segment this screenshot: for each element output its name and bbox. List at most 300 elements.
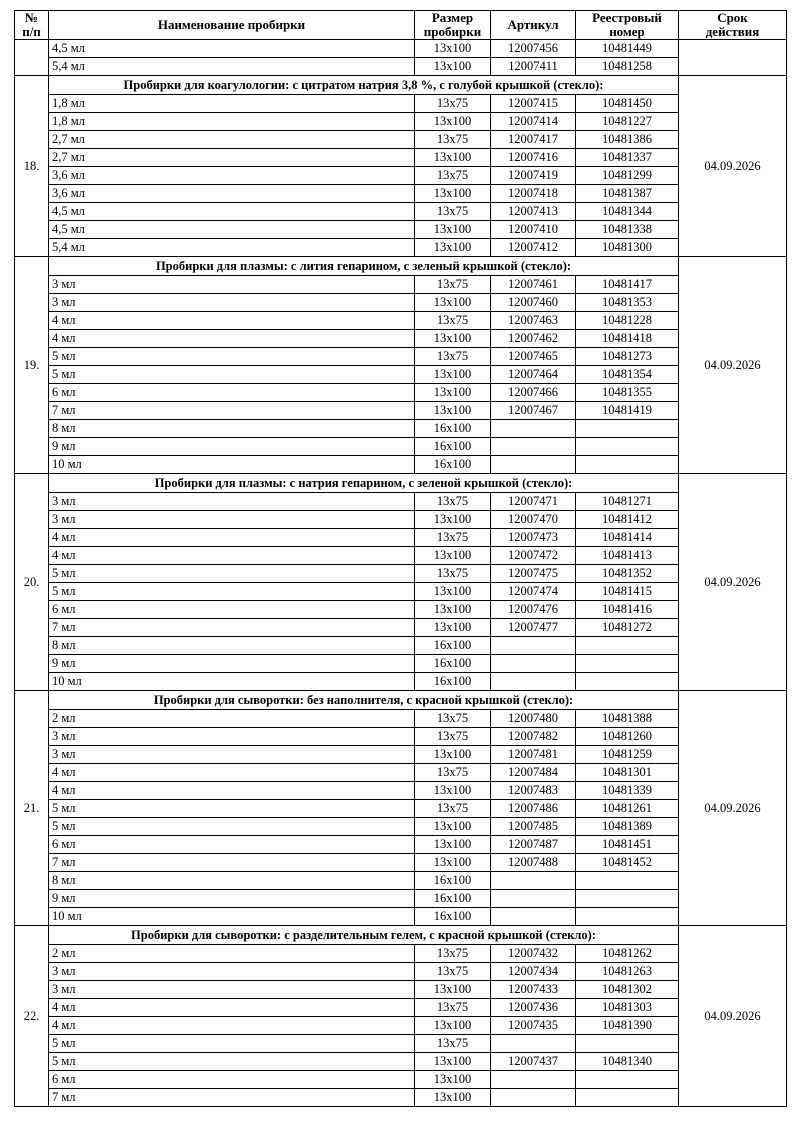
tube-size-cell: 13х100 xyxy=(415,1017,491,1035)
header-registry-line1: Реестровый xyxy=(592,10,662,25)
article-cell: 12007471 xyxy=(491,493,576,511)
table-row xyxy=(15,239,787,257)
table-row xyxy=(15,583,787,601)
registry-number-cell: 10481452 xyxy=(576,854,679,872)
tube-name-cell: 6 мл xyxy=(49,1071,415,1089)
table-body xyxy=(15,40,787,1107)
validity-term-cell: 04.09.2026 xyxy=(679,76,787,257)
table-row xyxy=(15,565,787,583)
registry-number-cell: 10481273 xyxy=(576,348,679,366)
row-number-cell xyxy=(15,40,49,76)
article-cell: 12007473 xyxy=(491,529,576,547)
registry-number-cell: 10481340 xyxy=(576,1053,679,1071)
row-number-cell: 18. xyxy=(15,76,49,257)
tube-size-cell: 13х100 xyxy=(415,746,491,764)
tube-name-cell: 8 мл xyxy=(49,420,415,438)
tube-name-cell: 4 мл xyxy=(49,529,415,547)
tube-name-cell: 3 мл xyxy=(49,276,415,294)
tube-size-cell: 13х75 xyxy=(415,728,491,746)
table-row xyxy=(15,601,787,619)
article-cell: 12007434 xyxy=(491,963,576,981)
tube-name-cell: 3 мл xyxy=(49,294,415,312)
tube-size-cell: 13х100 xyxy=(415,1089,491,1107)
tube-size-cell: 13х75 xyxy=(415,1035,491,1053)
tube-name-cell: 4 мл xyxy=(49,1017,415,1035)
row-number-cell: 21. xyxy=(15,691,49,926)
tube-size-cell: 16х100 xyxy=(415,420,491,438)
registry-number-cell: 10481299 xyxy=(576,167,679,185)
table-row xyxy=(15,511,787,529)
article-cell: 12007462 xyxy=(491,330,576,348)
tube-size-cell: 13х100 xyxy=(415,547,491,565)
registry-number-cell xyxy=(576,1089,679,1107)
registry-number-cell: 10481259 xyxy=(576,746,679,764)
tube-size-cell: 13х75 xyxy=(415,493,491,511)
article-cell: 12007436 xyxy=(491,999,576,1017)
tube-size-cell: 13х100 xyxy=(415,818,491,836)
article-cell: 12007410 xyxy=(491,221,576,239)
table-group-row xyxy=(15,257,787,276)
article-cell: 12007483 xyxy=(491,782,576,800)
tube-size-cell: 13х75 xyxy=(415,167,491,185)
header-size-line1: Размер xyxy=(431,10,474,25)
table-row xyxy=(15,710,787,728)
tube-name-cell: 10 мл xyxy=(49,908,415,926)
tube-size-cell: 13х100 xyxy=(415,58,491,76)
tube-size-cell: 16х100 xyxy=(415,456,491,474)
table-row xyxy=(15,149,787,167)
registry-number-cell: 10481339 xyxy=(576,782,679,800)
article-cell xyxy=(491,872,576,890)
article-cell: 12007487 xyxy=(491,836,576,854)
table-row xyxy=(15,800,787,818)
registry-number-cell xyxy=(576,908,679,926)
registry-number-cell xyxy=(576,890,679,908)
table-row xyxy=(15,764,787,782)
registry-number-cell: 10481412 xyxy=(576,511,679,529)
registry-number-cell: 10481414 xyxy=(576,529,679,547)
tube-name-cell: 9 мл xyxy=(49,655,415,673)
group-title-cell: Пробирки для сыворотки: без наполнителя, с красной крышкой (стекло): xyxy=(49,691,679,710)
tube-name-cell: 3,6 мл xyxy=(49,167,415,185)
tube-size-cell: 16х100 xyxy=(415,890,491,908)
registry-number-cell: 10481353 xyxy=(576,294,679,312)
tube-size-cell: 13х75 xyxy=(415,565,491,583)
article-cell: 12007456 xyxy=(491,40,576,58)
header-size xyxy=(415,11,491,40)
table-row xyxy=(15,95,787,113)
table-row xyxy=(15,276,787,294)
table-row xyxy=(15,1071,787,1089)
table-row xyxy=(15,872,787,890)
group-title-cell: Пробирки для сыворотки: с разделительным гелем, с красной крышкой (стекло): xyxy=(49,926,679,945)
tube-size-cell: 13х75 xyxy=(415,203,491,221)
table-row xyxy=(15,1017,787,1035)
registry-number-cell: 10481386 xyxy=(576,131,679,149)
registry-number-cell: 10481451 xyxy=(576,836,679,854)
tube-name-cell: 5 мл xyxy=(49,565,415,583)
tube-name-cell: 4 мл xyxy=(49,547,415,565)
registry-number-cell: 10481419 xyxy=(576,402,679,420)
tube-size-cell: 13х75 xyxy=(415,529,491,547)
registry-number-cell xyxy=(576,872,679,890)
tube-name-cell: 3 мл xyxy=(49,728,415,746)
table-row xyxy=(15,456,787,474)
registry-number-cell xyxy=(576,673,679,691)
registry-number-cell: 10481301 xyxy=(576,764,679,782)
table-row xyxy=(15,348,787,366)
header-article: Артикул xyxy=(491,11,576,40)
article-cell: 12007484 xyxy=(491,764,576,782)
tube-name-cell: 4,5 мл xyxy=(49,40,415,58)
article-cell xyxy=(491,1089,576,1107)
table-row xyxy=(15,963,787,981)
tube-size-cell: 13х100 xyxy=(415,402,491,420)
table-row xyxy=(15,40,787,58)
group-title-cell: Пробирки для плазмы: с лития гепарином, с зеленый крышкой (стекло): xyxy=(49,257,679,276)
registry-number-cell: 10481352 xyxy=(576,565,679,583)
tube-size-cell: 13х75 xyxy=(415,276,491,294)
row-number-cell: 20. xyxy=(15,474,49,691)
tube-size-cell: 13х75 xyxy=(415,131,491,149)
article-cell: 12007435 xyxy=(491,1017,576,1035)
table-row xyxy=(15,366,787,384)
article-cell xyxy=(491,1035,576,1053)
registry-number-cell: 10481300 xyxy=(576,239,679,257)
validity-term-cell: 04.09.2026 xyxy=(679,474,787,691)
tube-name-cell: 4 мл xyxy=(49,764,415,782)
tube-size-cell: 13х100 xyxy=(415,619,491,637)
registry-number-cell: 10481449 xyxy=(576,40,679,58)
tube-name-cell: 10 мл xyxy=(49,456,415,474)
tube-name-cell: 5,4 мл xyxy=(49,239,415,257)
table-row xyxy=(15,294,787,312)
registry-number-cell xyxy=(576,456,679,474)
table-row xyxy=(15,818,787,836)
header-name: Наименование пробирки xyxy=(49,11,415,40)
article-cell: 12007419 xyxy=(491,167,576,185)
tube-name-cell: 2 мл xyxy=(49,710,415,728)
tube-name-cell: 4,5 мл xyxy=(49,203,415,221)
row-number-cell: 19. xyxy=(15,257,49,474)
group-title-cell: Пробирки для плазмы: с натрия гепарином, с зеленой крышкой (стекло): xyxy=(49,474,679,493)
registry-number-cell: 10481418 xyxy=(576,330,679,348)
tube-size-cell: 13х100 xyxy=(415,366,491,384)
table-row xyxy=(15,981,787,999)
registry-number-cell: 10481355 xyxy=(576,384,679,402)
article-cell: 12007486 xyxy=(491,800,576,818)
article-cell: 12007464 xyxy=(491,366,576,384)
table-row xyxy=(15,529,787,547)
table-row xyxy=(15,203,787,221)
table-row xyxy=(15,312,787,330)
tube-name-cell: 3 мл xyxy=(49,981,415,999)
table-row xyxy=(15,890,787,908)
article-cell xyxy=(491,673,576,691)
registry-number-cell: 10481261 xyxy=(576,800,679,818)
article-cell: 12007418 xyxy=(491,185,576,203)
article-cell xyxy=(491,908,576,926)
article-cell: 12007481 xyxy=(491,746,576,764)
tube-size-cell: 13х75 xyxy=(415,963,491,981)
tube-name-cell: 6 мл xyxy=(49,836,415,854)
tube-size-cell: 13х100 xyxy=(415,836,491,854)
row-number-cell: 22. xyxy=(15,926,49,1107)
table-row xyxy=(15,58,787,76)
registry-number-cell xyxy=(576,438,679,456)
table-row xyxy=(15,1053,787,1071)
tube-size-cell: 16х100 xyxy=(415,908,491,926)
tube-size-cell: 13х100 xyxy=(415,40,491,58)
registry-number-cell: 10481390 xyxy=(576,1017,679,1035)
article-cell: 12007475 xyxy=(491,565,576,583)
table-row xyxy=(15,438,787,456)
registry-number-cell: 10481337 xyxy=(576,149,679,167)
validity-term-cell: 04.09.2026 xyxy=(679,257,787,474)
table-row xyxy=(15,908,787,926)
table-row xyxy=(15,167,787,185)
tube-size-cell: 13х100 xyxy=(415,981,491,999)
tube-name-cell: 5 мл xyxy=(49,818,415,836)
table-row xyxy=(15,673,787,691)
tube-name-cell: 5 мл xyxy=(49,366,415,384)
tube-size-cell: 13х75 xyxy=(415,800,491,818)
tube-name-cell: 7 мл xyxy=(49,619,415,637)
table-row xyxy=(15,547,787,565)
tube-name-cell: 7 мл xyxy=(49,1089,415,1107)
article-cell: 12007466 xyxy=(491,384,576,402)
table-row xyxy=(15,728,787,746)
table-header xyxy=(15,11,787,40)
table-row xyxy=(15,746,787,764)
header-term-line1: Срок xyxy=(717,10,748,25)
validity-term-cell: 04.09.2026 xyxy=(679,691,787,926)
table-row xyxy=(15,402,787,420)
article-cell xyxy=(491,1071,576,1089)
registry-number-cell: 10481388 xyxy=(576,710,679,728)
registry-number-cell: 10481228 xyxy=(576,312,679,330)
tube-name-cell: 9 мл xyxy=(49,438,415,456)
tube-size-cell: 13х100 xyxy=(415,1071,491,1089)
tube-size-cell: 16х100 xyxy=(415,673,491,691)
tube-name-cell: 3 мл xyxy=(49,963,415,981)
article-cell xyxy=(491,655,576,673)
table-row xyxy=(15,836,787,854)
tube-size-cell: 16х100 xyxy=(415,438,491,456)
registry-number-cell: 10481415 xyxy=(576,583,679,601)
article-cell: 12007460 xyxy=(491,294,576,312)
tube-name-cell: 5 мл xyxy=(49,348,415,366)
tube-size-cell: 13х100 xyxy=(415,583,491,601)
tube-size-cell: 13х100 xyxy=(415,113,491,131)
tube-size-cell: 13х100 xyxy=(415,239,491,257)
validity-term-cell: 04.09.2026 xyxy=(679,926,787,1107)
article-cell: 12007411 xyxy=(491,58,576,76)
tube-size-cell: 13х100 xyxy=(415,221,491,239)
registry-number-cell: 10481263 xyxy=(576,963,679,981)
registry-number-cell xyxy=(576,1035,679,1053)
registry-number-cell: 10481417 xyxy=(576,276,679,294)
tube-size-cell: 13х75 xyxy=(415,999,491,1017)
table-row xyxy=(15,854,787,872)
article-cell: 12007417 xyxy=(491,131,576,149)
article-cell: 12007480 xyxy=(491,710,576,728)
article-cell: 12007463 xyxy=(491,312,576,330)
table-row xyxy=(15,1089,787,1107)
article-cell: 12007467 xyxy=(491,402,576,420)
article-cell: 12007416 xyxy=(491,149,576,167)
table-group-row xyxy=(15,926,787,945)
tube-name-cell: 3 мл xyxy=(49,511,415,529)
registry-number-cell xyxy=(576,1071,679,1089)
tube-name-cell: 9 мл xyxy=(49,890,415,908)
registry-number-cell xyxy=(576,655,679,673)
tube-size-cell: 13х100 xyxy=(415,294,491,312)
tube-size-cell: 13х100 xyxy=(415,782,491,800)
registry-number-cell: 10481416 xyxy=(576,601,679,619)
tube-name-cell: 4 мл xyxy=(49,782,415,800)
tube-name-cell: 3 мл xyxy=(49,493,415,511)
tubes-registry-table xyxy=(14,10,787,1107)
table-row xyxy=(15,1035,787,1053)
tube-name-cell: 2,7 мл xyxy=(49,149,415,167)
header-number-line1: № xyxy=(24,10,39,26)
registry-number-cell: 10481303 xyxy=(576,999,679,1017)
article-cell: 12007433 xyxy=(491,981,576,999)
tube-name-cell: 5 мл xyxy=(49,800,415,818)
article-cell: 12007485 xyxy=(491,818,576,836)
table-row xyxy=(15,113,787,131)
registry-number-cell: 10481450 xyxy=(576,95,679,113)
tube-name-cell: 8 мл xyxy=(49,872,415,890)
article-cell: 12007474 xyxy=(491,583,576,601)
table-row xyxy=(15,782,787,800)
tube-name-cell: 4,5 мл xyxy=(49,221,415,239)
registry-number-cell: 10481271 xyxy=(576,493,679,511)
tube-size-cell: 13х75 xyxy=(415,764,491,782)
tube-size-cell: 13х100 xyxy=(415,511,491,529)
registry-number-cell: 10481272 xyxy=(576,619,679,637)
tube-name-cell: 3,6 мл xyxy=(49,185,415,203)
tube-size-cell: 13х100 xyxy=(415,330,491,348)
tube-name-cell: 1,8 мл xyxy=(49,95,415,113)
registry-number-cell: 10481387 xyxy=(576,185,679,203)
article-cell xyxy=(491,420,576,438)
registry-number-cell: 10481344 xyxy=(576,203,679,221)
tube-name-cell: 7 мл xyxy=(49,854,415,872)
table-row xyxy=(15,637,787,655)
tube-name-cell: 6 мл xyxy=(49,384,415,402)
table-row xyxy=(15,945,787,963)
tube-name-cell: 2 мл xyxy=(49,945,415,963)
tube-name-cell: 4 мл xyxy=(49,312,415,330)
article-cell: 12007470 xyxy=(491,511,576,529)
header-registry-number xyxy=(576,11,679,40)
tube-name-cell: 5,4 мл xyxy=(49,58,415,76)
article-cell: 12007432 xyxy=(491,945,576,963)
article-cell: 12007437 xyxy=(491,1053,576,1071)
table-row xyxy=(15,185,787,203)
registry-number-cell xyxy=(576,637,679,655)
header-size-line2: пробирки xyxy=(423,24,482,40)
header-term xyxy=(679,11,787,40)
tube-name-cell: 4 мл xyxy=(49,999,415,1017)
tube-name-cell: 5 мл xyxy=(49,1035,415,1053)
registry-number-cell: 10481338 xyxy=(576,221,679,239)
tube-size-cell: 16х100 xyxy=(415,655,491,673)
registry-number-cell: 10481354 xyxy=(576,366,679,384)
article-cell xyxy=(491,438,576,456)
tube-name-cell: 7 мл xyxy=(49,402,415,420)
tube-size-cell: 13х75 xyxy=(415,348,491,366)
article-cell: 12007414 xyxy=(491,113,576,131)
registry-number-cell: 10481227 xyxy=(576,113,679,131)
table-row xyxy=(15,619,787,637)
tube-name-cell: 3 мл xyxy=(49,746,415,764)
registry-number-cell: 10481260 xyxy=(576,728,679,746)
table-row xyxy=(15,420,787,438)
registry-number-cell: 10481389 xyxy=(576,818,679,836)
registry-number-cell: 10481262 xyxy=(576,945,679,963)
article-cell: 12007415 xyxy=(491,95,576,113)
header-term-line2: действия xyxy=(705,24,760,40)
table-row xyxy=(15,384,787,402)
tube-size-cell: 16х100 xyxy=(415,637,491,655)
tube-size-cell: 13х100 xyxy=(415,185,491,203)
table-row xyxy=(15,221,787,239)
article-cell: 12007413 xyxy=(491,203,576,221)
tube-name-cell: 10 мл xyxy=(49,673,415,691)
article-cell: 12007476 xyxy=(491,601,576,619)
tube-name-cell: 1,8 мл xyxy=(49,113,415,131)
article-cell: 12007461 xyxy=(491,276,576,294)
tube-size-cell: 13х100 xyxy=(415,1053,491,1071)
tube-size-cell: 16х100 xyxy=(415,872,491,890)
registry-number-cell: 10481258 xyxy=(576,58,679,76)
table-row xyxy=(15,131,787,149)
tube-name-cell: 2,7 мл xyxy=(49,131,415,149)
article-cell xyxy=(491,637,576,655)
article-cell: 12007488 xyxy=(491,854,576,872)
article-cell xyxy=(491,456,576,474)
table-group-row xyxy=(15,474,787,493)
article-cell: 12007472 xyxy=(491,547,576,565)
article-cell: 12007482 xyxy=(491,728,576,746)
tube-size-cell: 13х100 xyxy=(415,601,491,619)
tube-size-cell: 13х75 xyxy=(415,95,491,113)
table-group-row xyxy=(15,76,787,95)
table-group-row xyxy=(15,691,787,710)
tube-size-cell: 13х75 xyxy=(415,945,491,963)
tube-name-cell: 5 мл xyxy=(49,1053,415,1071)
registry-number-cell: 10481413 xyxy=(576,547,679,565)
group-title-cell: Пробирки для коагулологии: с цитратом натрия 3,8 %, с голубой крышкой (стекло): xyxy=(49,76,679,95)
article-cell: 12007412 xyxy=(491,239,576,257)
tube-size-cell: 13х100 xyxy=(415,384,491,402)
tube-size-cell: 13х75 xyxy=(415,312,491,330)
article-cell: 12007477 xyxy=(491,619,576,637)
table-row xyxy=(15,999,787,1017)
tube-size-cell: 13х100 xyxy=(415,854,491,872)
header-number-line2: п/п xyxy=(22,24,41,40)
tube-name-cell: 5 мл xyxy=(49,583,415,601)
validity-term-cell xyxy=(679,40,787,76)
header-number xyxy=(15,11,49,40)
tube-name-cell: 4 мл xyxy=(49,330,415,348)
tube-name-cell: 6 мл xyxy=(49,601,415,619)
tube-size-cell: 13х75 xyxy=(415,710,491,728)
registry-number-cell: 10481302 xyxy=(576,981,679,999)
